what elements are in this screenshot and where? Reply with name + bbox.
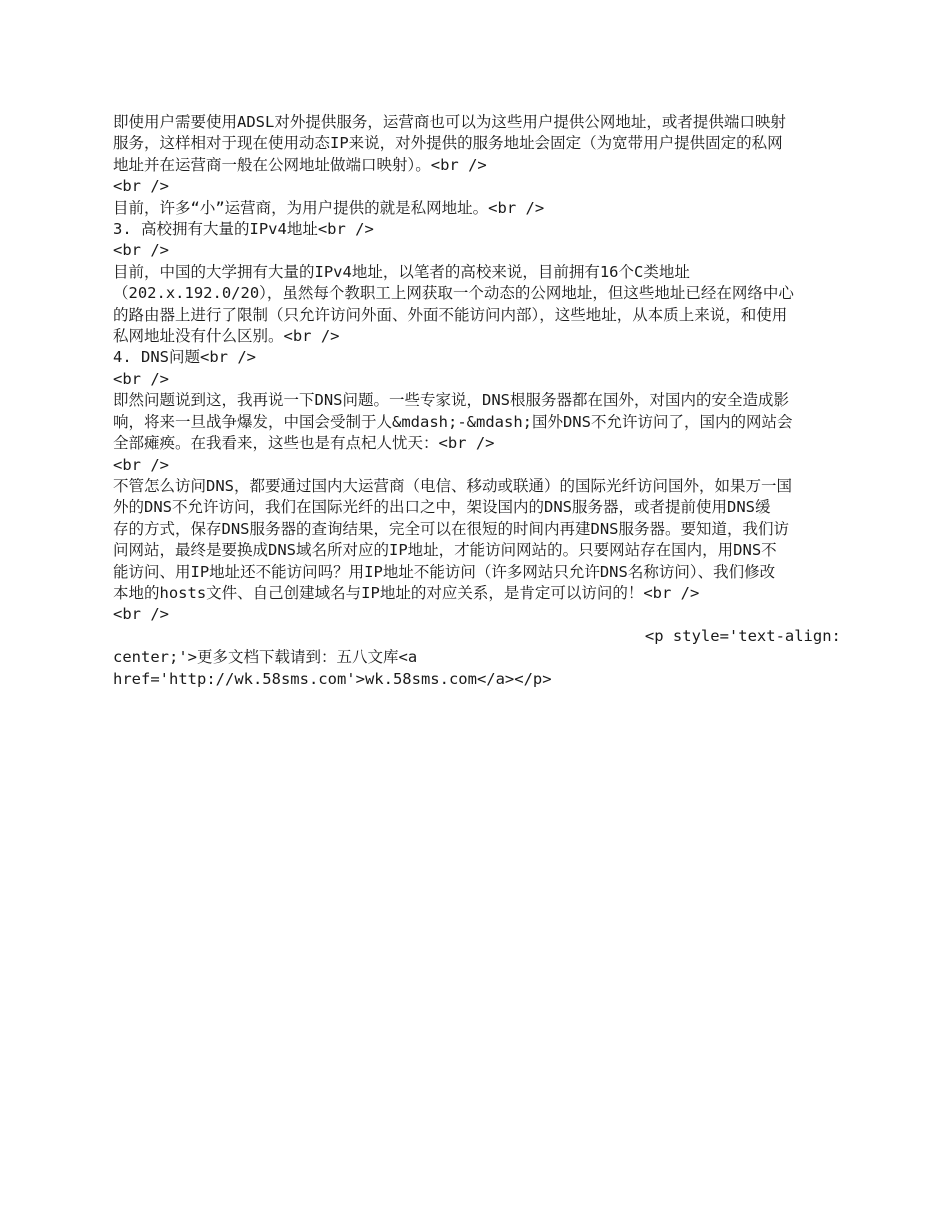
text-line: <br /> [113,241,169,260]
text-line: 的路由器上进行了限制（只允许访问外面、外面不能访问内部），这些地址，从本质上来说，和使用 [113,305,788,324]
text-line: 响，将来一旦战争爆发，中国会受制于人&mdash;-&mdash;国外DNS不允许访问了，国内的网站会 [113,412,793,431]
text-line: 私网地址没有什么区别。<br /> [113,327,340,346]
text-line: 存的方式，保存DNS服务器的查询结果，完全可以在很短的时间内再建DNS服务器。要知道，我们访 [113,519,789,538]
text-line: 不管怎么访问DNS，都要通过国内大运营商（电信、移动或联通）的国际光纤访问国外，如果万一国 [113,476,792,495]
document-body [113,112,843,690]
text-line: 服务，这样相对于现在使用动态IP来说，对外提供的服务地址会固定（为宽带用户提供固定的私网 [113,134,783,153]
text-line: 能访问、用IP地址还不能访问吗？用IP地址不能访问（许多网站只允许DNS名称访问）、我们修改 [113,562,776,581]
text-line: <br /> [113,177,169,196]
text-line: 地址并在运营商一般在公网地址做端口映射）。<br /> [113,155,487,174]
text-line: （202.x.192.0/20），虽然每个教职工上网获取一个动态的公网地址，但这些地址已经在网络中心 [113,284,794,303]
text-line: 本地的hosts文件、自己创建域名与IP地址的对应关系，是肯定可以访问的！<br /> [113,583,700,602]
text-line: <br /> [113,369,169,388]
text-line: 目前，许多“小”运营商，为用户提供的就是私网地址。<br /> [113,198,545,217]
footer-markup-line: <p style='text-align: [113,626,841,645]
text-line: 问网站，最终是要换成DNS域名所对应的IP地址，才能访问网站的。只要网站存在国内，用DNS不 [113,541,777,560]
text-line: 即使用户需要使用ADSL对外提供服务，运营商也可以为这些用户提供公网地址，或者提供端口映射 [113,113,786,131]
footer-link-markup: href='http://wk.58sms.com'>wk.58sms.com</a></p> [113,669,552,688]
text-line: 即然问题说到这，我再说一下DNS问题。一些专家说，DNS根服务器都在国外，对国内的安全造成影 [113,391,789,410]
section-heading: 3. 高校拥有大量的IPv4地址<br /> [113,220,374,239]
section-heading: 4. DNS问题<br /> [113,348,256,367]
text-line: 外的DNS不允许访问，我们在国际光纤的出口之中，架设国内的DNS服务器，或者提前使用DNS缓 [113,498,771,517]
text-line: <br /> [113,455,169,474]
text-line: 全部瘫痪。在我看来，这些也是有点杞人忧天：<br /> [113,434,495,453]
text-line: 目前，中国的大学拥有大量的IPv4地址，以笔者的高校来说，目前拥有16个C类地址 [113,262,690,281]
text-line: <br /> [113,605,169,624]
footer-markup-line: center;'>更多文档下载请到：五八文库<a [113,648,418,667]
